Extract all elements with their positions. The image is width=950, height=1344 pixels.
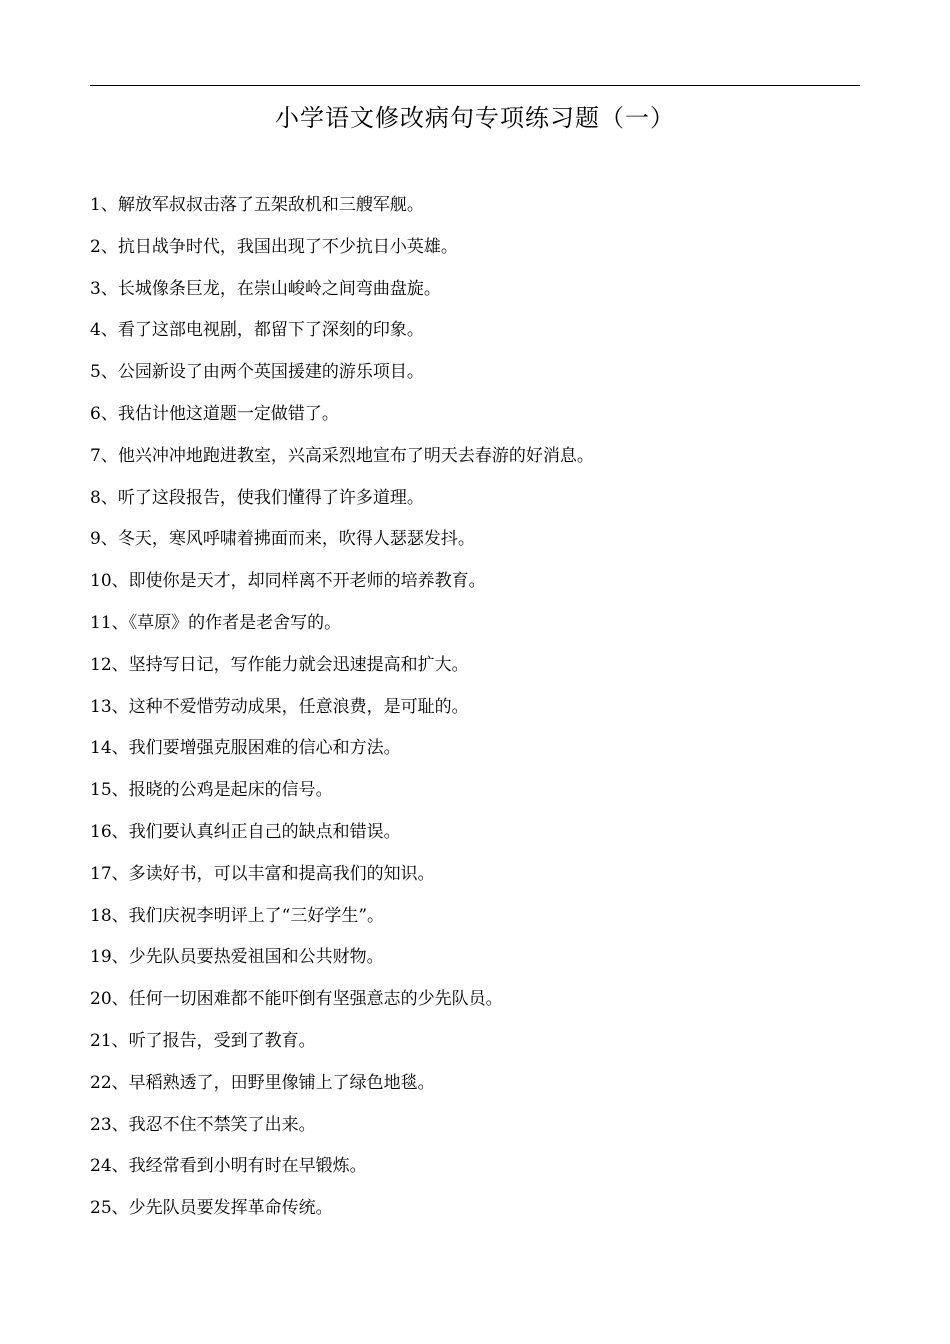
question-item bbox=[90, 274, 860, 316]
question-number: 17、 bbox=[90, 863, 129, 884]
question-item bbox=[90, 190, 860, 232]
question-text: 抗日战争时代，我国出现了不少抗日小英雄。 bbox=[117, 236, 458, 257]
question-number: 8、 bbox=[90, 487, 118, 508]
question-item bbox=[90, 441, 860, 483]
question-item bbox=[90, 775, 860, 817]
question-item bbox=[90, 1193, 860, 1235]
question-text: 早稻熟透了，田野里像铺上了绿色地毯。 bbox=[128, 1072, 435, 1093]
question-item bbox=[90, 483, 860, 525]
question-number: 4、 bbox=[90, 320, 118, 341]
question-item bbox=[90, 859, 860, 901]
question-text: 少先队员要发挥革命传统。 bbox=[128, 1198, 333, 1219]
question-text: 我们庆祝李明评上了“三好学生”。 bbox=[128, 905, 385, 926]
question-number: 21、 bbox=[90, 1030, 129, 1051]
question-item bbox=[90, 1026, 860, 1068]
question-text: 看了这部电视剧，都留下了深刻的印象。 bbox=[117, 320, 424, 341]
question-item bbox=[90, 1151, 860, 1193]
question-text: 我经常看到小明有时在早锻炼。 bbox=[128, 1156, 367, 1177]
question-text: 我们要认真纠正自己的缺点和错误。 bbox=[128, 821, 401, 842]
question-text: 我估计他这道题一定做错了。 bbox=[117, 403, 339, 424]
question-item bbox=[90, 315, 860, 357]
question-text: 《草原》的作者是老舍写的。 bbox=[128, 612, 342, 633]
question-item bbox=[90, 399, 860, 441]
question-item bbox=[90, 524, 860, 566]
question-number: 3、 bbox=[90, 278, 118, 299]
question-text: 任何一切困难都不能吓倒有坚强意志的少先队员。 bbox=[128, 989, 503, 1010]
question-number: 22、 bbox=[90, 1072, 129, 1093]
question-number: 11、 bbox=[90, 612, 129, 633]
question-item bbox=[90, 566, 860, 608]
question-item bbox=[90, 1110, 860, 1152]
question-item bbox=[90, 692, 860, 734]
question-text: 即使你是天才，却同样离不开老师的培养教育。 bbox=[128, 571, 486, 592]
question-number: 1、 bbox=[90, 195, 118, 215]
question-text: 冬天，寒风呼啸着拂面而来，吹得人瑟瑟发抖。 bbox=[117, 529, 475, 550]
question-item bbox=[90, 1068, 860, 1110]
question-text: 解放军叔叔击落了五架敌机和三艘军舰。 bbox=[117, 195, 424, 215]
question-text: 听了报告，受到了教育。 bbox=[128, 1030, 316, 1051]
question-item bbox=[90, 357, 860, 399]
question-number: 2、 bbox=[90, 236, 118, 257]
question-number: 7、 bbox=[90, 445, 118, 466]
question-text: 我们要增强克服困难的信心和方法。 bbox=[128, 738, 401, 759]
question-text: 少先队员要热爱祖国和公共财物。 bbox=[128, 947, 384, 968]
question-number: 5、 bbox=[90, 362, 118, 383]
question-text: 坚持写日记，写作能力就会迅速提高和扩大。 bbox=[128, 654, 469, 675]
question-item bbox=[90, 984, 860, 1026]
question-item bbox=[90, 608, 860, 650]
question-number: 18、 bbox=[90, 905, 129, 926]
question-text: 报晓的公鸡是起床的信号。 bbox=[128, 780, 333, 801]
page-title: 小学语文修改病句专项练习题（一） bbox=[275, 104, 675, 132]
question-number: 15、 bbox=[90, 780, 129, 801]
question-text: 我忍不住不禁笑了出来。 bbox=[128, 1114, 316, 1135]
question-number: 14、 bbox=[90, 738, 129, 759]
question-text: 他兴冲冲地跑进教室，兴高采烈地宣布了明天去春游的好消息。 bbox=[117, 445, 594, 466]
question-number: 19、 bbox=[90, 947, 129, 968]
question-item bbox=[90, 817, 860, 859]
question-text: 公园新设了由两个英国援建的游乐项目。 bbox=[117, 362, 424, 383]
question-number: 10、 bbox=[90, 571, 129, 592]
question-list bbox=[90, 190, 860, 1235]
question-item bbox=[90, 942, 860, 984]
question-text: 这种不爱惜劳动成果，任意浪费，是可耻的。 bbox=[128, 696, 469, 717]
question-text: 长城像条巨龙，在崇山峻岭之间弯曲盘旋。 bbox=[117, 278, 441, 299]
question-text: 听了这段报告，使我们懂得了许多道理。 bbox=[117, 487, 424, 508]
question-item bbox=[90, 232, 860, 274]
question-number: 12、 bbox=[90, 654, 129, 675]
question-item bbox=[90, 901, 860, 943]
question-item bbox=[90, 733, 860, 775]
header-rule bbox=[90, 85, 860, 86]
question-number: 13、 bbox=[90, 696, 129, 717]
question-item bbox=[90, 650, 860, 692]
question-number: 23、 bbox=[90, 1114, 129, 1135]
question-number: 16、 bbox=[90, 821, 129, 842]
question-number: 24、 bbox=[90, 1156, 129, 1177]
question-number: 9、 bbox=[90, 529, 118, 550]
question-number: 25、 bbox=[90, 1198, 129, 1219]
question-number: 20、 bbox=[90, 989, 129, 1010]
question-text: 多读好书，可以丰富和提高我们的知识。 bbox=[128, 863, 435, 884]
question-number: 6、 bbox=[90, 403, 118, 424]
